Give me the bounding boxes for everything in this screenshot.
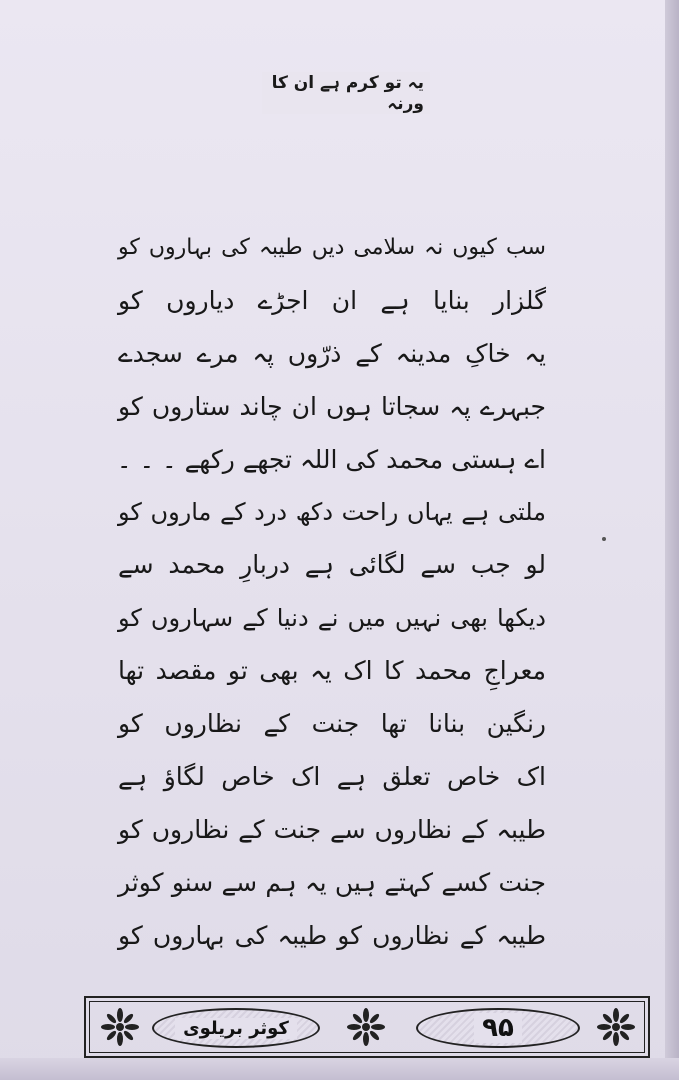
verse-line: جبہرے پہ سجاتا ہوں ان چاند ستاروں کو (118, 391, 546, 421)
verse-line: لو جب سے لگائی ہے دربارِ محمد سے (118, 550, 546, 580)
page-number-oval (416, 1008, 580, 1048)
verse-line: طیبہ کے نظاروں کو طیبہ کی بہاروں کو (118, 920, 546, 950)
verse-line: اے ہستی محمد کی اللہ تجھے رکھے ۔ ۔ ۔ (116, 444, 546, 474)
flower-ornament-icon (100, 1007, 140, 1047)
poem-text (118, 222, 546, 962)
flower-ornament-icon (346, 1007, 386, 1047)
page-title: یہ تو کرم ہے ان کا ورنہ (262, 72, 430, 114)
verse-line: اک خاص تعلق ہے اک خاص لگاؤ ہے (118, 761, 546, 791)
verse-line: دیکھا بھی نہیں میں نے دنیا کے سہاروں کو (118, 604, 546, 633)
verse-line: سب کیوں نہ سلامی دیں طیبہ کی بہاروں کو (118, 235, 546, 260)
ink-speck (602, 537, 606, 541)
verse-line: معراجِ محمد کا اک یہ بھی تو مقصد تھا (118, 656, 546, 686)
verse-line: طیبہ کے نظاروں سے جنت کے نظاروں کو (118, 814, 546, 844)
verse-line: جنت کسے کہتے ہیں یہ ہم سے سنو کوثر (118, 867, 546, 897)
header-banner (262, 73, 430, 114)
verse-line: ملتی ہے یہاں راحت دکھ درد کے ماروں کو (118, 498, 546, 527)
page-footer (84, 996, 650, 1058)
author-name: کوثر بریلوی (175, 1018, 297, 1039)
flower-ornament-icon (596, 1007, 636, 1047)
page-edge-bottom (0, 1058, 679, 1080)
verse-line: گلزار بنایا ہے ان اجڑے دیاروں کو (118, 285, 546, 315)
page-edge-right (665, 0, 679, 1080)
verse-line: رنگین بنانا تھا جنت کے نظاروں کو (118, 709, 546, 739)
page-number: ۹۵ (474, 1013, 522, 1043)
author-oval (152, 1008, 320, 1048)
verse-line: یہ خاکِ مدینہ کے ذرّوں پہ مرے سجدے (118, 338, 546, 368)
